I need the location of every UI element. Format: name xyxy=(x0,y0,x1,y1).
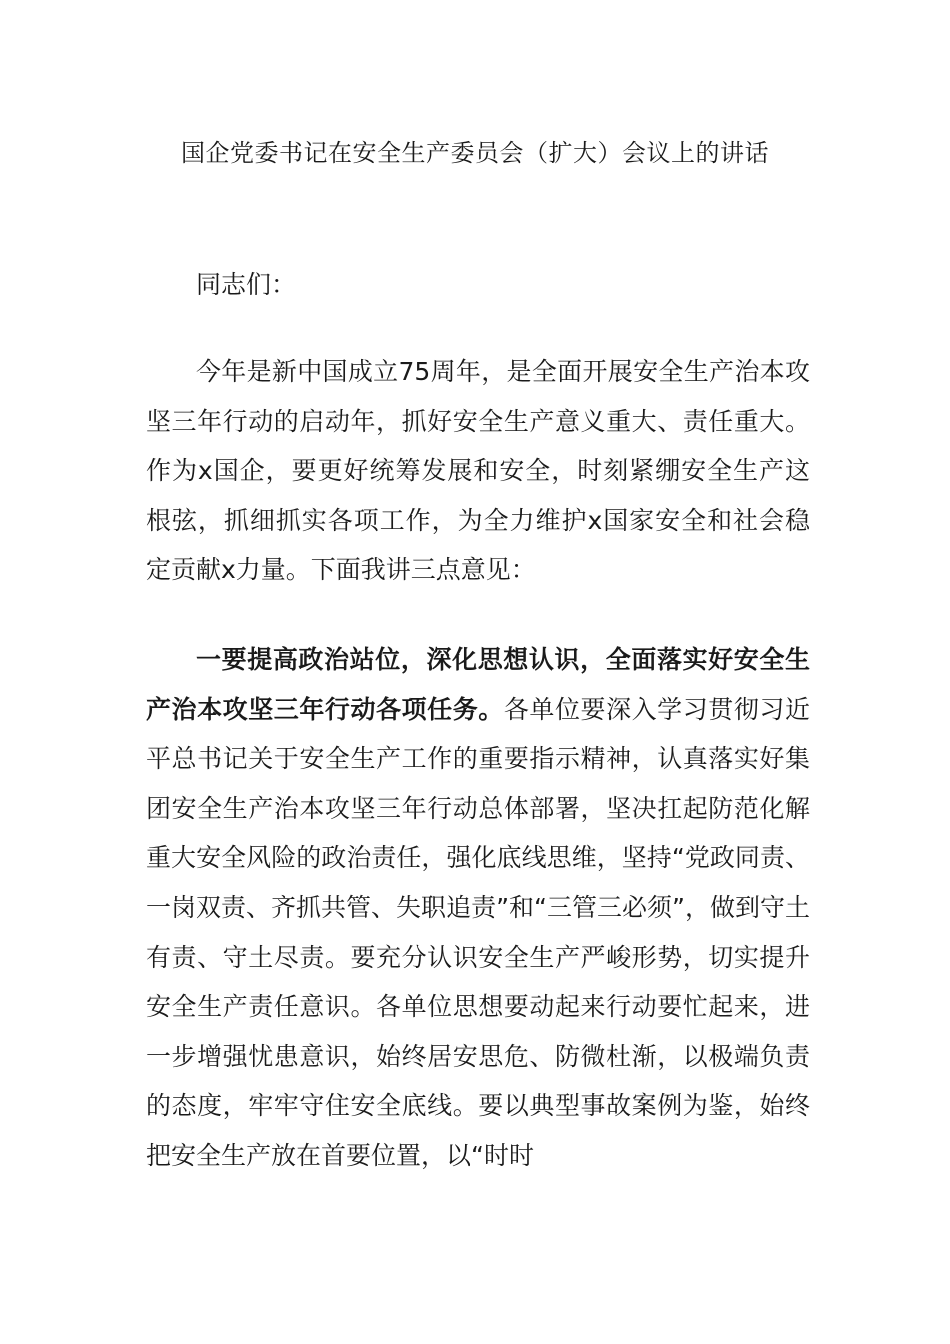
point-one-heading: 一要提高政治站位，深化思想认识，全面落实好安全生产治本攻坚三年行动各项任务。 xyxy=(146,645,810,724)
document-title: 国企党委书记在安全生产委员会（扩大）会议上的讲话 xyxy=(181,139,769,167)
point-one-body: 各单位要深入学习贯彻习近平总书记关于安全生产工作的重要指示精神，认真落实好集团安全生产治本攻坚三年行动总体部署，坚决扛起防范化解重大安全风险的政治责任，强化底线思维，坚持“党政同责、一岗双责、齐抓共管、失职追责”和“三管三必须”，做到守土有责、守土尽责。要充分认识安全生产严峻形势，切实提升安全生产责任意识。各单位思想要动起来行动要忙起来，进一步增强忧患意识，始终居安思危、防微杜渐，以极端负责的态度，牢牢守住安全底线。要以典型事故案例为鉴，始终把安全生产放在首要位置，以“时时 xyxy=(146,694,810,1170)
point-one-paragraph xyxy=(146,635,810,1181)
intro-paragraph: 今年是新中国成立75周年，是全面开展安全生产治本攻坚三年行动的启动年，抓好安全生产意义重大、责任重大。作为x国企，要更好统筹发展和安全，时刻紧绷安全生产这根弦，抓细抓实各项工作，为全力维护x国家安全和社会稳定贡献x力量。下面我讲三点意见： xyxy=(146,357,810,585)
salutation: 同志们： xyxy=(196,270,297,299)
